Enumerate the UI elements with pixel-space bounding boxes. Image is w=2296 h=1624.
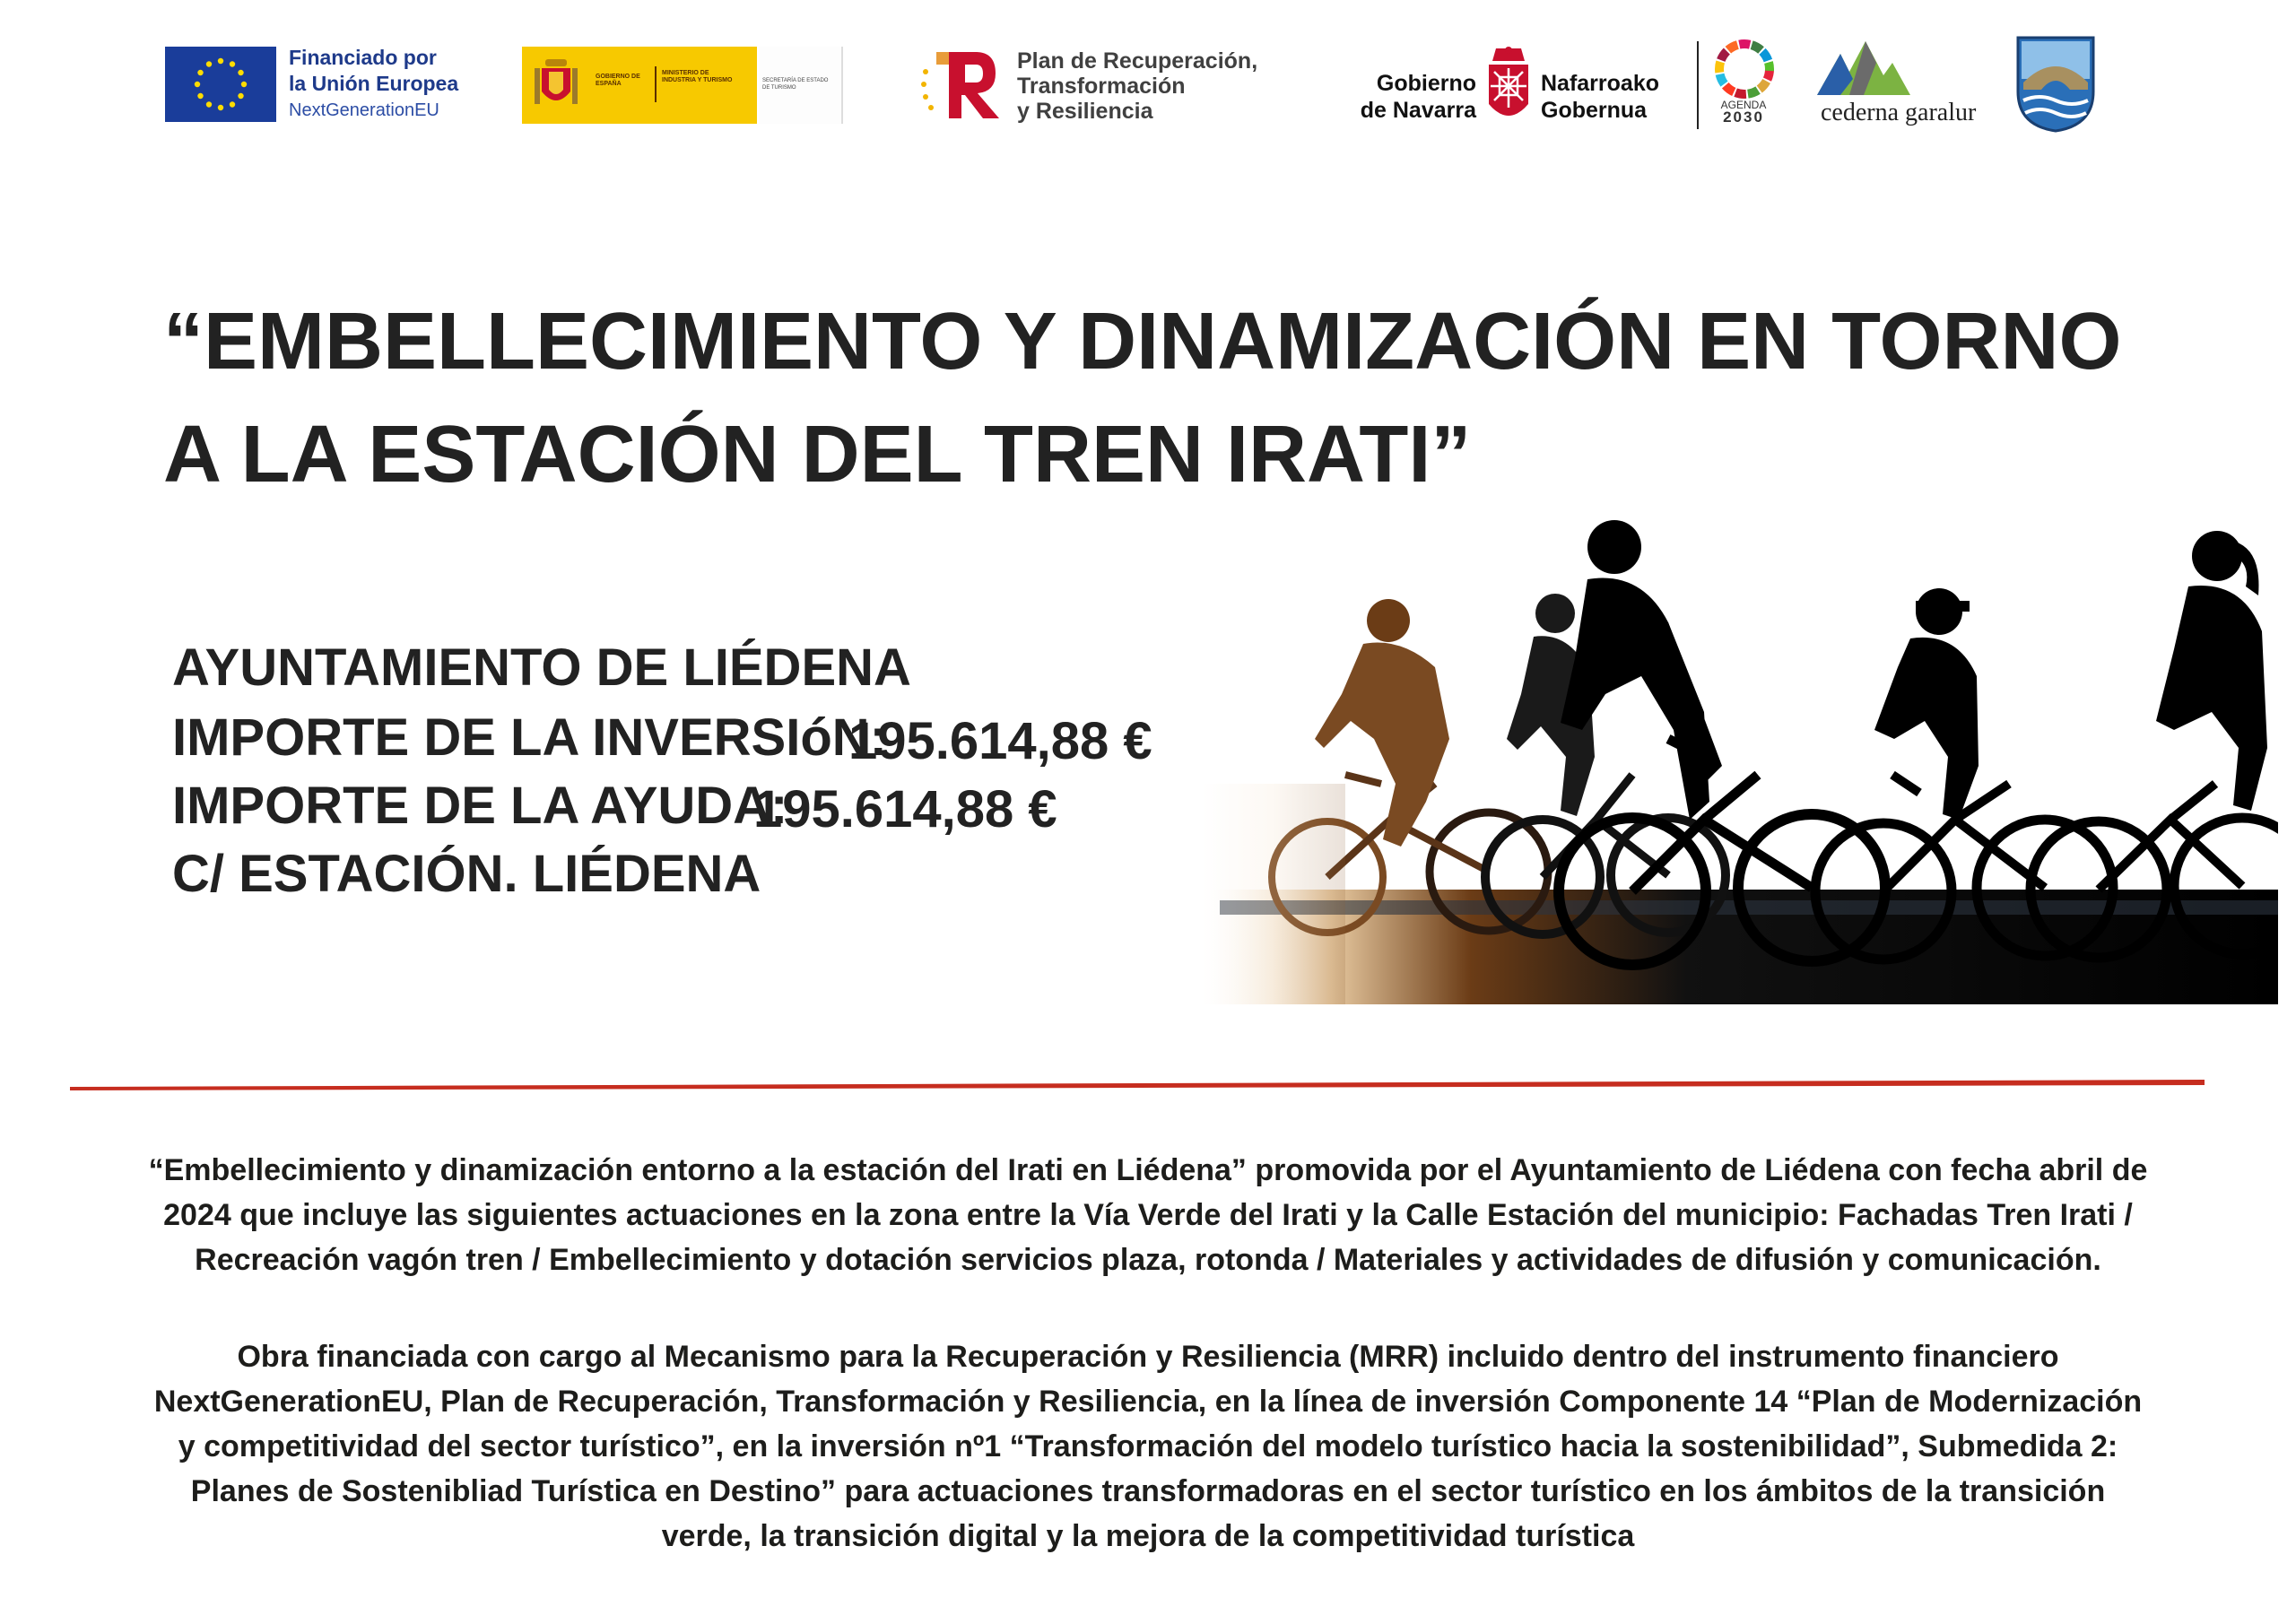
cyclists-silhouette-image (1166, 515, 2278, 1004)
agenda-2030-text (1704, 99, 1783, 124)
agenda-line-1: AGENDA (1720, 99, 1767, 111)
gobierno-espana-logo (522, 47, 757, 124)
secretaria-text: SECRETARÍA DE ESTADO DE TURISMO (762, 78, 829, 91)
funding-line-4: Planes de Sostenibliad Turística en Destino” para actuaciones transformadoras en el sector turístico en los ámbitos de la transición (190, 1474, 2106, 1508)
prtr-line-3: y Resiliencia (1017, 99, 1153, 124)
eu-line-3: NextGenerationEU (289, 100, 439, 120)
funding-paragraph (72, 1334, 2224, 1559)
ayuntamiento-label: AYUNTAMIENTO DE LIÉDENA (172, 638, 911, 697)
gobierno-text: GOBIERNO DE ESPAÑA (596, 74, 640, 87)
eu-line-1: Financiado por (289, 46, 437, 69)
prtr-logo-icon (918, 47, 1008, 124)
desc-line-2: 2024 que incluye las siguientes actuaciones en la zona entre la Vía Verde del Irati y la Calle Estación del municipio: Fachadas Tren Irati / (163, 1198, 2133, 1232)
navarra-eu-line-1: Nafarroako (1541, 71, 1659, 96)
inversion-value: 195.614,88 € (848, 712, 1152, 770)
title-line-1: “EMBELLECIMIENTO Y DINAMIZACIÓN EN TORNO (163, 297, 2122, 386)
logo-strip (0, 0, 2296, 152)
direccion-label: C/ ESTACIÓN. LIÉDENA (172, 845, 761, 903)
ayuda-value: 195.614,88 € (753, 780, 1057, 838)
logo-divider (1697, 41, 1699, 129)
prtr-text (1017, 48, 1304, 124)
title-line-2: A LA ESTACIÓN DEL TREN IRATI” (163, 410, 1472, 499)
gob-divider (655, 66, 657, 102)
funding-line-5: verde, la transición digital y la mejora de la competitividad turística (661, 1519, 1635, 1553)
agenda-line-2: 2030 (1723, 109, 1764, 126)
cederna-text: cederna garalur (1821, 99, 1977, 126)
description-paragraph (72, 1148, 2224, 1282)
secretaria-estado-logo (759, 47, 843, 124)
navarra-shield-icon (1483, 45, 1534, 127)
agenda-2030-wheel-icon (1713, 38, 1776, 100)
funding-line-2: NextGenerationEU, Plan de Recuperación, Transformación y Resiliencia, en la línea de inversión Componente 14 “Plan de Modernización (153, 1385, 2143, 1419)
red-divider-line (70, 1076, 2205, 1090)
funding-line-1: Obra financiada con cargo al Mecanismo para la Recuperación y Resiliencia (MRR) incluido dentro del instrumento financiero (237, 1340, 2059, 1374)
inversion-label: IMPORTE DE LA INVERSIóN: (172, 708, 887, 767)
navarra-es-line-1: Gobierno (1376, 71, 1476, 96)
navarra-es-line-2: de Navarra (1360, 98, 1476, 123)
liedena-coat-of-arms-icon (2014, 32, 2097, 133)
page-title (163, 285, 2136, 511)
funding-line-3: y competitividad del sector turístico”, en la inversión nº1 “Transformación del modelo turístico hacia la sostenibilidad”, Submedida 2: (178, 1429, 2118, 1463)
navarra-text-eu (1541, 70, 1684, 124)
eu-flag-logo (165, 47, 276, 122)
eu-funding-text (289, 45, 504, 124)
eu-line-2: la Unión Europea (289, 72, 459, 95)
eu-stars-icon (165, 47, 276, 122)
spain-coat-of-arms-icon (533, 56, 579, 115)
navarra-text-es (1342, 70, 1476, 124)
ayuda-label: IMPORTE DE LA AYUDA: (172, 777, 788, 835)
navarra-eu-line-2: Gobernua (1541, 98, 1648, 123)
desc-line-1: “Embellecimiento y dinamización entorno a la estación del Irati en Liédena” promovida por el Ayuntamiento de Liédena con fecha abril de (148, 1153, 2148, 1187)
desc-line-3: Recreación vagón tren / Embellecimiento y dotación servicios plaza, rotonda / Materiales y actividades de difusión y comunicación. (195, 1243, 2101, 1277)
cederna-mountains-icon (1813, 36, 1912, 99)
ministerio-text: MINISTERIO DE INDUSTRIA Y TURISMO (662, 70, 733, 83)
prtr-line-1: Plan de Recuperación, (1017, 48, 1258, 74)
prtr-line-2: Transformación (1017, 74, 1186, 99)
